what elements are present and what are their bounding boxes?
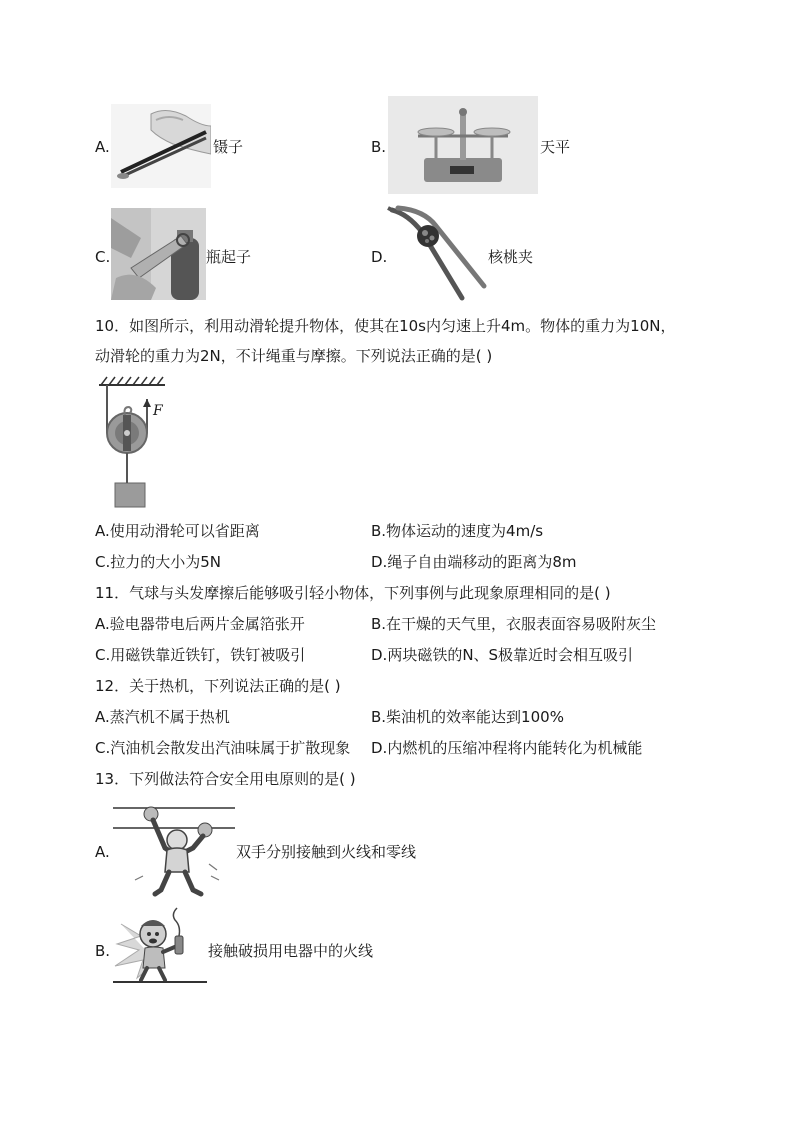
q12-option-d: D.内燃机的压缩冲程将内能转化为机械能 — [371, 739, 643, 757]
option-letter: A. — [95, 138, 110, 156]
q10-option-d: D.绳子自由端移动的距离为8m — [371, 553, 577, 571]
option-letter: D. — [371, 248, 388, 266]
bottle-opener-icon — [111, 208, 206, 300]
shock-illustration-a — [113, 800, 235, 900]
pulley-figure — [95, 375, 175, 510]
q11-option-c: C.用磁铁靠近铁钉，铁钉被吸引 — [95, 646, 306, 664]
q11-option-b: B.在干燥的天气里，衣服表面容易吸附灰尘 — [371, 615, 657, 633]
option-label: 镊子 — [213, 138, 244, 156]
q12-option-b: B.柴油机的效率能达到100% — [371, 708, 564, 726]
q11-option-a: A.验电器带电后两片金属箔张开 — [95, 615, 305, 633]
question-10-stem-line1: 10．如图所示，利用动滑轮提升物体，使其在10s内匀速上升4m。物体的重力为10N， — [95, 317, 676, 335]
q12-option-a: A.蒸汽机不属于热机 — [95, 708, 230, 726]
question-12-stem: 12．关于热机，下列说法正确的是( ) — [95, 677, 341, 695]
q10-option-c: C.拉力的大小为5N — [95, 553, 222, 571]
shock-illustration-b — [111, 906, 207, 986]
option-label: 天平 — [540, 138, 571, 156]
question-11-stem: 11．气球与头发摩擦后能够吸引轻小物体，下列事例与此现象原理相同的是( ) — [95, 584, 611, 602]
option-label: 接触破损用电器中的火线 — [208, 942, 374, 960]
force-label: F — [153, 403, 163, 419]
question-10-stem-line2: 动滑轮的重力为2N，不计绳重与摩擦。下列说法正确的是( ) — [95, 347, 493, 365]
q11-option-d: D.两块磁铁的N、S极靠近时会相互吸引 — [371, 646, 634, 664]
option-letter: B. — [371, 138, 387, 156]
option-label: 核桃夹 — [488, 248, 534, 266]
option-letter: A. — [95, 843, 110, 861]
balance-scale-icon — [388, 96, 538, 194]
option-letter: C. — [95, 248, 111, 266]
tweezers-icon — [111, 104, 211, 188]
q10-option-a: A.使用动滑轮可以省距离 — [95, 522, 260, 540]
question-13-stem: 13．下列做法符合安全用电原则的是( ) — [95, 770, 356, 788]
option-label: 双手分别接触到火线和零线 — [236, 843, 417, 861]
q10-option-b: B.物体运动的速度为4m/s — [371, 522, 544, 540]
option-label: 瓶起子 — [206, 248, 252, 266]
nutcracker-icon — [384, 204, 488, 304]
option-letter: B. — [95, 942, 111, 960]
q12-option-c: C.汽油机会散发出汽油味属于扩散现象 — [95, 739, 351, 757]
